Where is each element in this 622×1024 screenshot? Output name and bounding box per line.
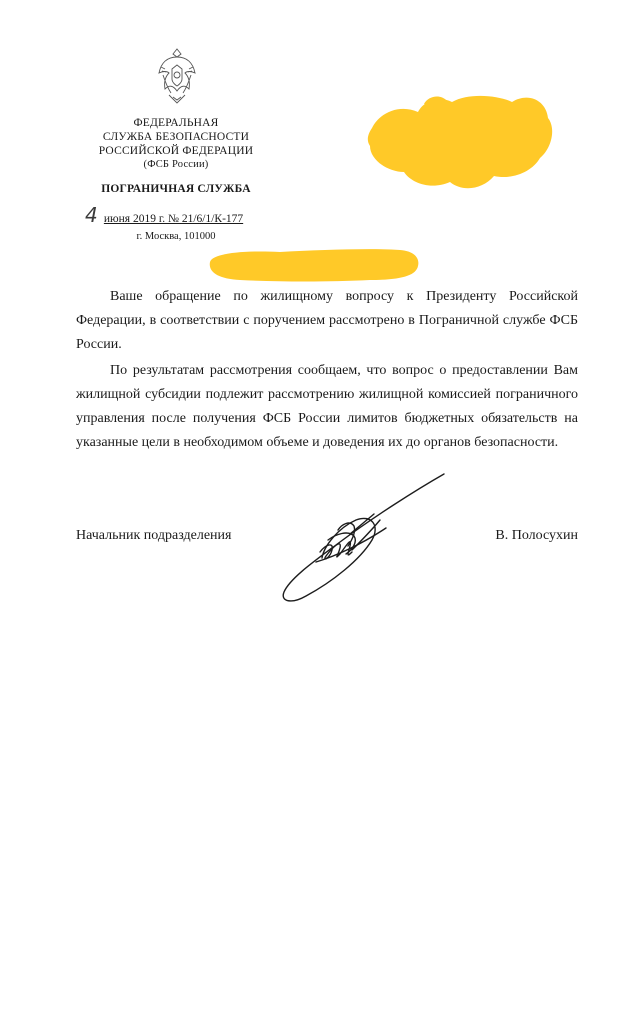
org-line: СЛУЖБА БЕЗОПАСНОСТИ — [102, 131, 250, 143]
handwritten-signature — [276, 470, 446, 605]
redaction-marks — [0, 0, 622, 300]
signatory-name: В. Полосухин — [495, 528, 578, 543]
redaction-addressee — [368, 96, 552, 188]
org-line: РОССИЙСКОЙ ФЕДЕРАЦИИ — [98, 145, 254, 157]
service-name: ПОГРАНИЧНАЯ СЛУЖБА — [101, 183, 251, 195]
body-paragraph: Ваше обращение по жилищному вопросу к Президенту Российской Федерации, в соответствии с поручением рассмотрено в Пограничной службе ФСБ России. — [76, 289, 578, 352]
signatory-title: Начальник подразделения — [76, 528, 232, 543]
city-postcode: г. Москва, 101000 — [136, 231, 216, 242]
date-day-handwritten: 4 — [85, 203, 98, 227]
date-and-number: июня 2019 г. № 21/6/1/К-177 — [103, 213, 244, 225]
redaction-greeting — [210, 249, 419, 281]
org-short-name: (ФСБ России) — [143, 159, 209, 170]
org-line: ФЕДЕРАЛЬНАЯ — [133, 117, 219, 129]
letter-body — [76, 285, 578, 457]
body-paragraph: По результатам рассмотрения сообщаем, что вопрос о предоставлении Вам жилищной субсидии подлежит рассмотрению жилищной комиссией пограничного управления после получения ФСБ России лимитов бюджетных обязательств на указанные цели в необходимом объеме и доведения их до органов безопасности. — [76, 363, 578, 450]
